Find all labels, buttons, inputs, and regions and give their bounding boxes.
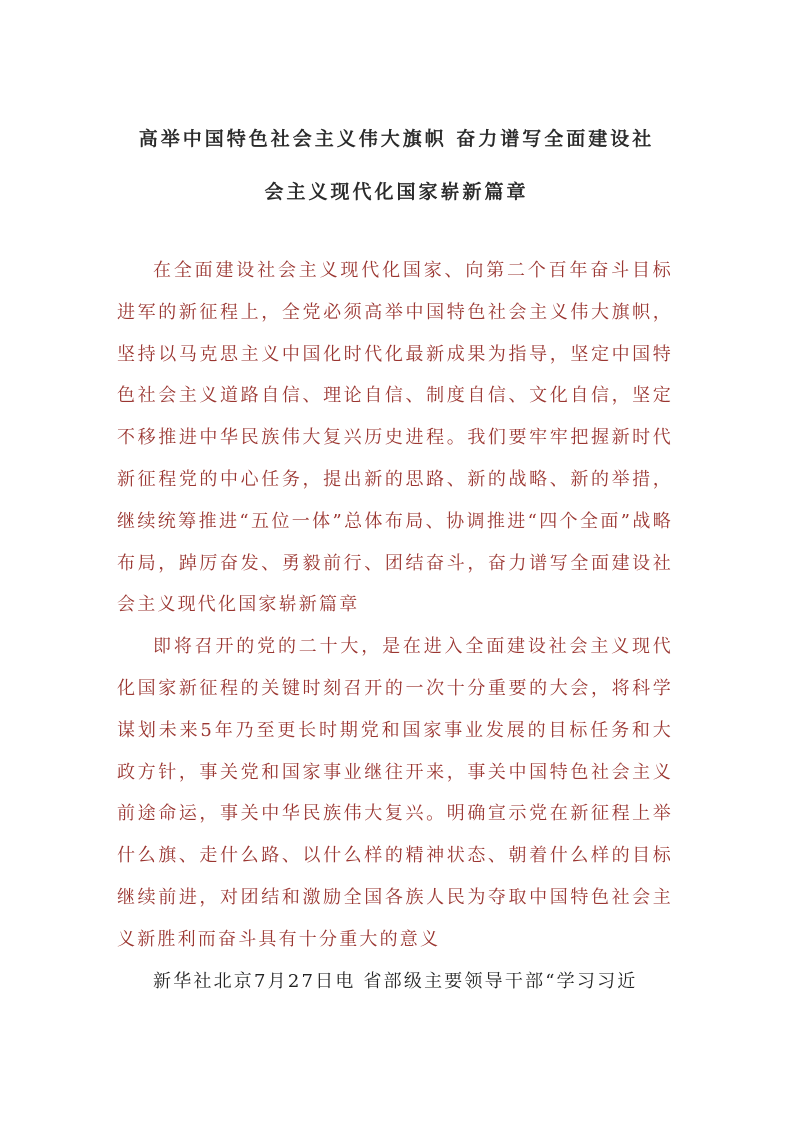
- paragraph-1: 在全面建设社会主义现代化国家、向第二个百年奋斗目标进军的新征程上，全党必须高举中国特色社会主义伟大旗帜，坚持以马克思主义中国化时代化最新成果为指导，坚定中国特色社会主义道路自信、理论自信、制度自信、文化自信，坚定不移推进中华民族伟大复兴历史进程。我们要牢牢把握新时代新征程党的中心任务，提出新的思路、新的战略、新的举措，继续统筹推进“五位一体”总体布局、协调推进“四个全面”战略布局，踔厉奋发、勇毅前行、团结奋斗，奋力谱写全面建设社会主义现代化国家崭新篇章: [117, 260, 673, 616]
- document-title-line-2: 会主义现代化国家崭新篇章: [264, 181, 529, 203]
- paragraph-2: 即将召开的党的二十大，是在进入全面建设社会主义现代化国家新征程的关键时刻召开的一次十分重要的大会，将科学谋划未来5年乃至更长时期党和国家事业发展的目标任务和大政方针，事关党和国家事业继往开来，事关中国特色社会主义前途命运，事关中华民族伟大复兴。明确宣示党在新征程上举什么旗、走什么路、以什么样的精神状态、朝着什么样的目标继续前进，对团结和激励全国各族人民为夺取中国特色社会主义新胜利而奋斗具有十分重大的意义: [117, 636, 673, 950]
- paragraph-3: 新华社北京7月27日电 省部级主要领导干部“学习习近: [153, 970, 638, 992]
- document-title-line-1: 高举中国特色社会主义伟大旗帜 奋力谱写全面建设社: [138, 128, 655, 150]
- document-body: [117, 250, 673, 1002]
